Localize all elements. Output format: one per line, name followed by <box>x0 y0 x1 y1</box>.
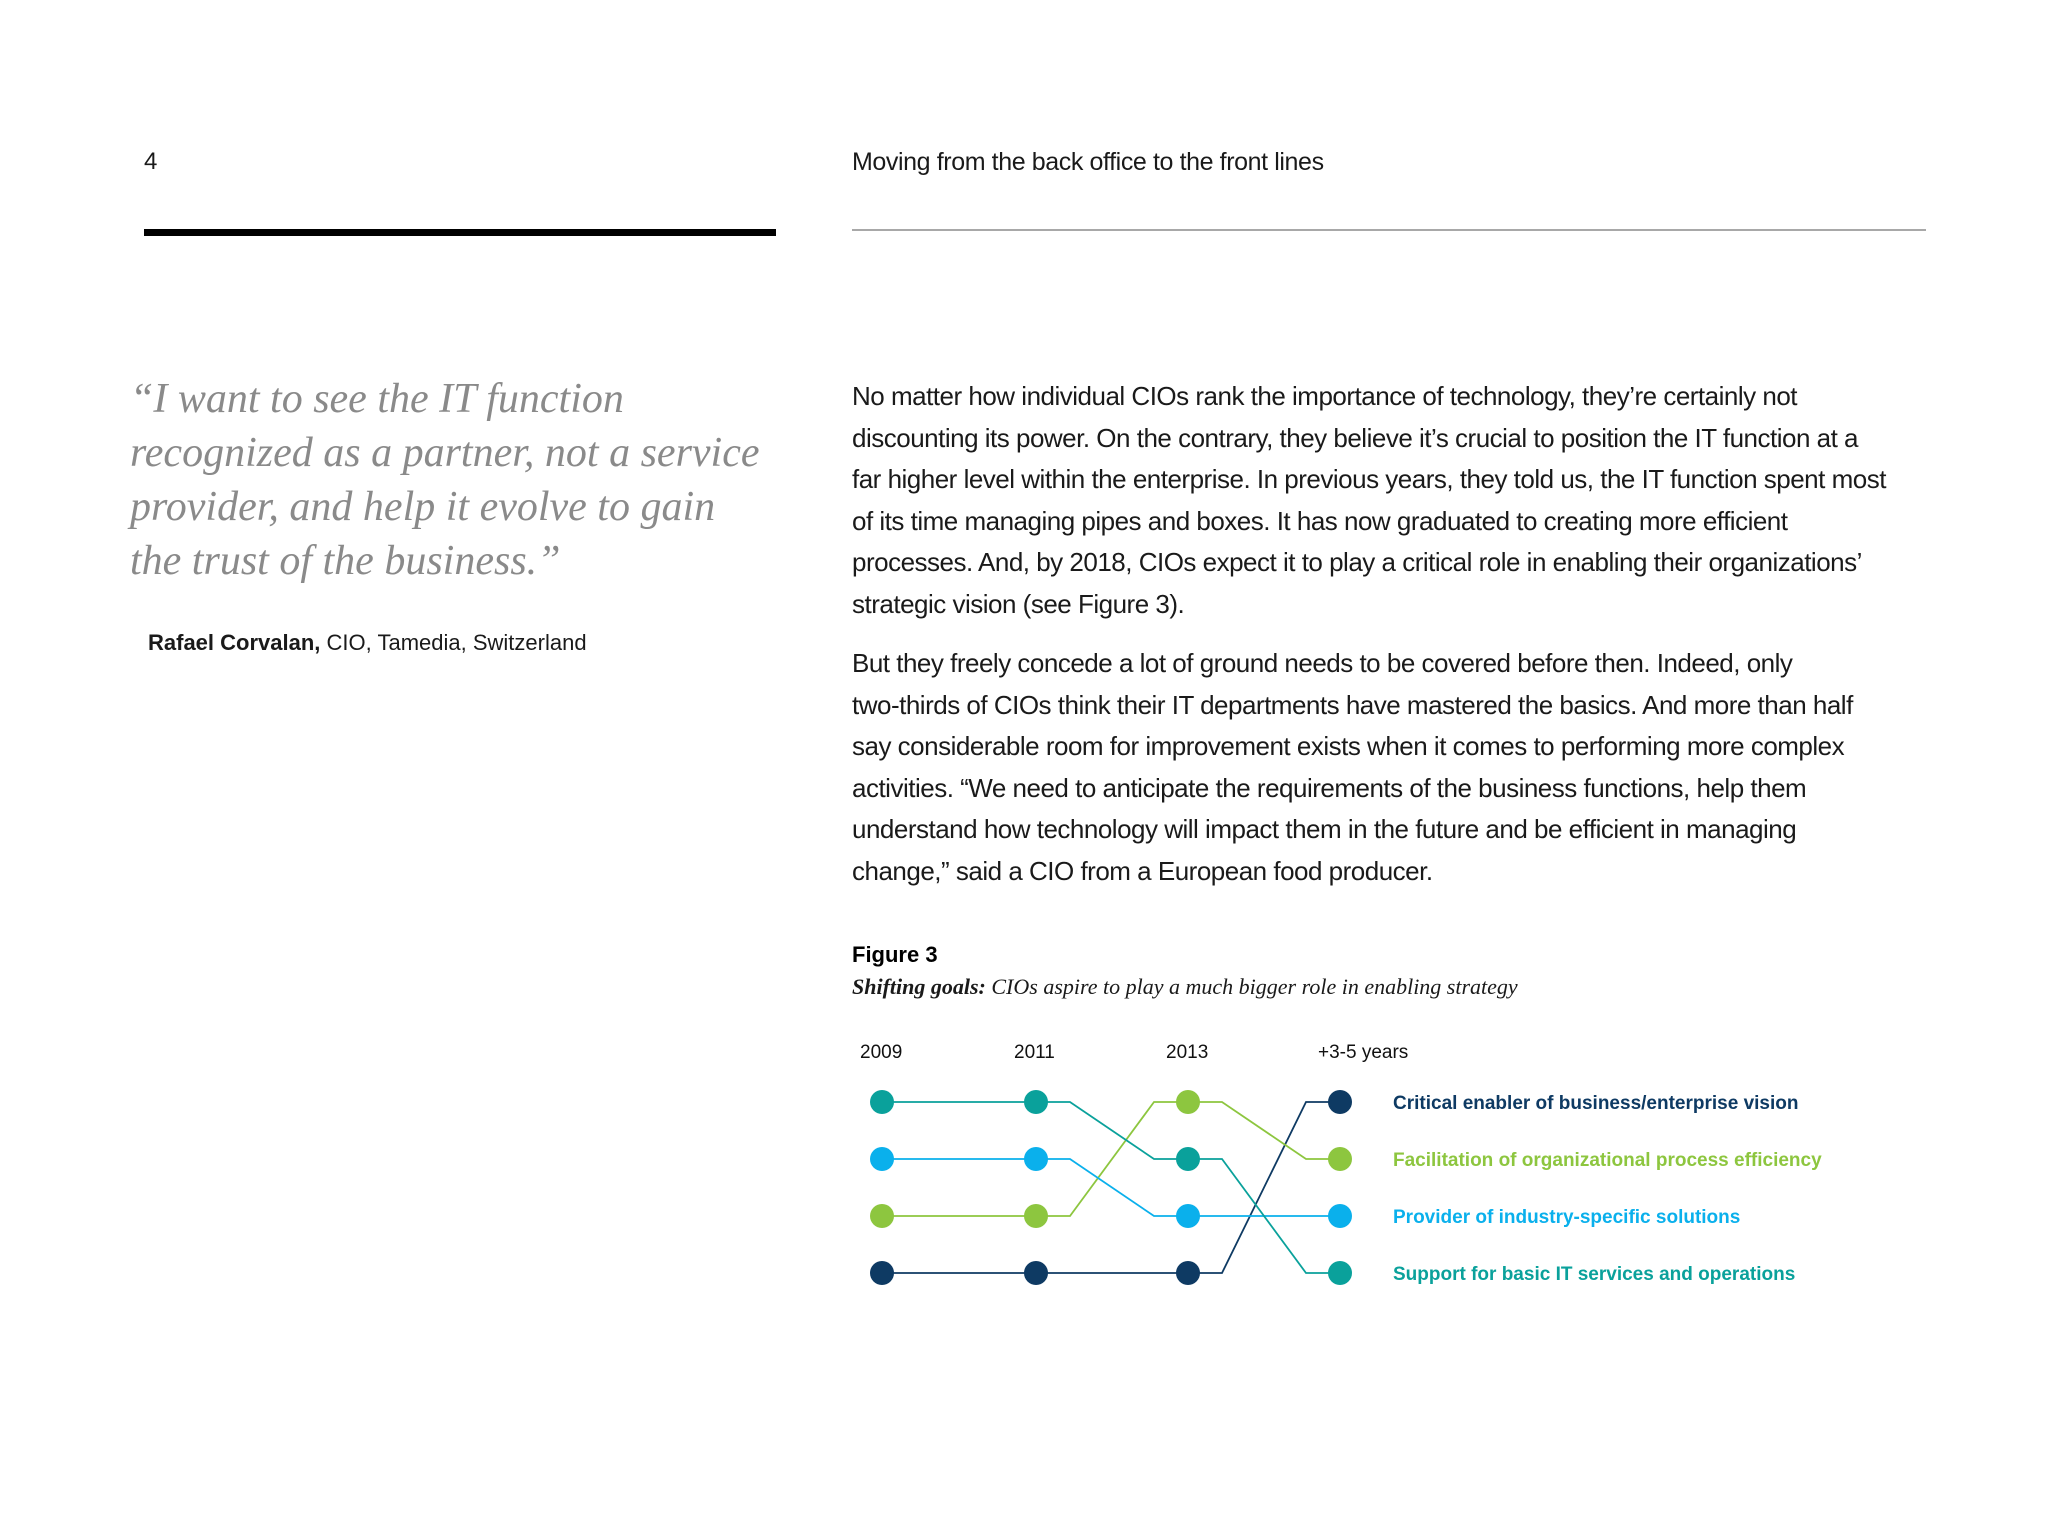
bump-chart <box>840 1030 1880 1300</box>
text-line: of its time managing pipes and boxes. It has now graduated to creating more efficient <box>852 505 1788 536</box>
text-line: activities. “We need to anticipate the requirements of the business functions, help them <box>852 772 1807 803</box>
data-point <box>1024 1090 1048 1114</box>
data-point <box>1176 1090 1200 1114</box>
body-text <box>852 376 1932 910</box>
text-line: processes. And, by 2018, CIOs expect it to play a critical role in enabling their organizations’ <box>852 547 1862 577</box>
data-point <box>1176 1204 1200 1228</box>
quote-line: “I want to see the IT function <box>130 376 624 422</box>
series-label: Facilitation of organizational process efficiency <box>1393 1150 1822 1171</box>
data-point <box>1328 1204 1352 1228</box>
data-point <box>1024 1204 1048 1228</box>
data-point <box>1024 1147 1048 1171</box>
left-rule <box>144 229 776 236</box>
data-point <box>1328 1261 1352 1285</box>
data-point <box>870 1090 894 1114</box>
quote-line: provider, and help it evolve to gain <box>130 484 716 530</box>
text-line: two-thirds of CIOs think their IT departments have mastered the basics. And more than half <box>852 689 1853 720</box>
attribution-role: CIO, Tamedia, Switzerland <box>320 630 587 655</box>
text-line: say considerable room for improvement exists when it comes to performing more complex <box>852 731 1845 761</box>
data-point <box>1024 1261 1048 1285</box>
text-line: strategic vision (see Figure 3). <box>852 588 1185 619</box>
attribution-name: Rafael Corvalan, <box>148 630 321 655</box>
text-line: far higher level within the enterprise. In previous years, they told us, the IT function spent most <box>852 464 1886 494</box>
pull-quote <box>130 372 787 588</box>
x-tick-label: 2009 <box>860 1042 903 1063</box>
data-point <box>870 1147 894 1171</box>
running-title: Moving from the back office to the front lines <box>852 148 1324 176</box>
text-line: discounting its power. On the contrary, they believe it’s crucial to position the IT function at a <box>852 422 1859 453</box>
paragraph-1 <box>852 376 1932 625</box>
x-tick-label: +3-5 years <box>1318 1042 1409 1063</box>
caption-rest: CIOs aspire to play a much bigger role in enabling strategy <box>985 974 1518 999</box>
series-line <box>882 1159 1340 1216</box>
data-point <box>870 1204 894 1228</box>
text-line: But they freely concede a lot of ground needs to be covered before then. Indeed, only <box>852 648 1793 678</box>
quote-attribution <box>148 630 587 656</box>
caption-bold: Shifting goals: <box>852 974 986 999</box>
series-label: Critical enabler of business/enterprise vision <box>1393 1093 1799 1114</box>
x-tick-label: 2013 <box>1166 1042 1209 1063</box>
right-rule <box>852 229 1926 231</box>
data-point <box>870 1261 894 1285</box>
data-point <box>1328 1147 1352 1171</box>
text-line: change,” said a CIO from a European food producer. <box>852 855 1433 886</box>
quote-line: recognized as a partner, not a service <box>130 430 760 476</box>
x-tick-label: 2011 <box>1014 1042 1055 1063</box>
data-point <box>1176 1261 1200 1285</box>
paragraph-2 <box>852 643 1932 892</box>
text-line: No matter how individual CIOs rank the importance of technology, they’re certainly not <box>852 381 1797 411</box>
quote-line: the trust of the business.” <box>130 538 561 584</box>
data-point <box>1176 1147 1200 1171</box>
series-label: Support for basic IT services and operations <box>1393 1264 1796 1285</box>
page-number: 4 <box>144 148 158 175</box>
figure-label: Figure 3 <box>852 942 938 967</box>
data-point <box>1328 1090 1352 1114</box>
series-label: Provider of industry-specific solutions <box>1393 1207 1741 1228</box>
figure-caption <box>852 974 1518 1000</box>
text-line: understand how technology will impact them in the future and be efficient in managing <box>852 814 1797 844</box>
